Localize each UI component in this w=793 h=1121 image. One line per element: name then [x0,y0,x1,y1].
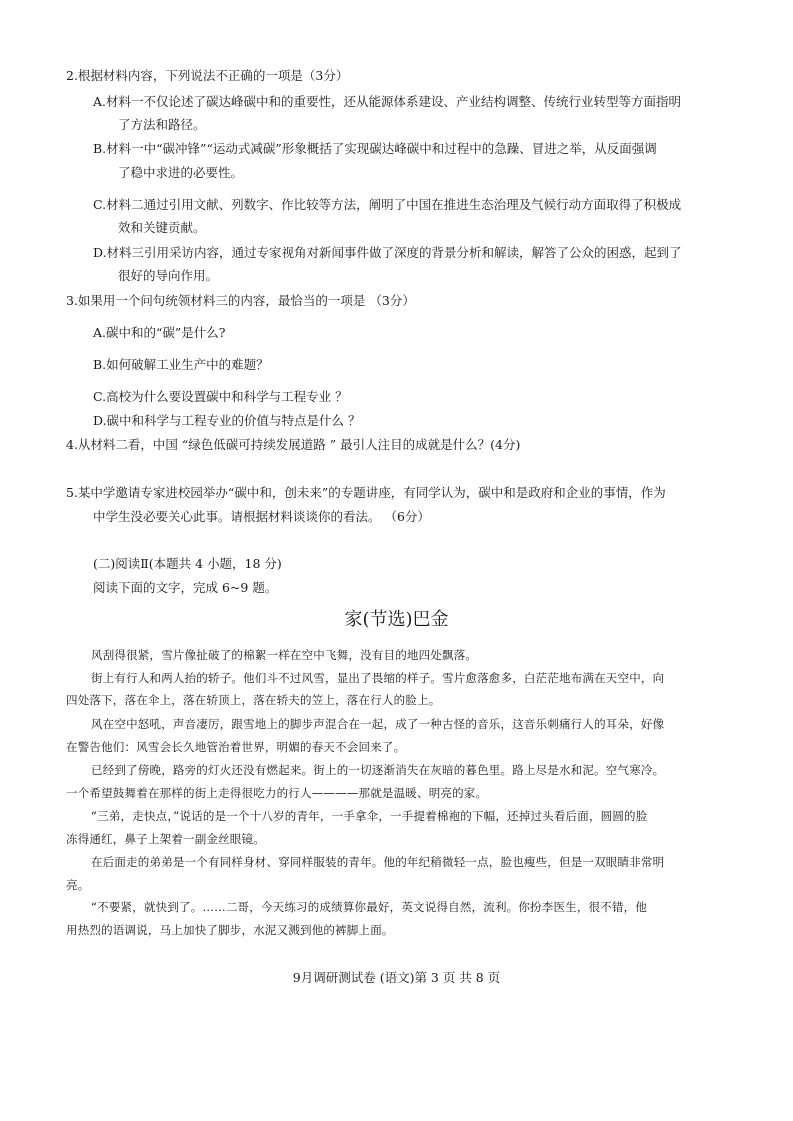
story-paragraph-cont: 一个希望鼓舞着在那样的街上走得很吃力的行人————那就是温暖、明亮的家。 [66,786,488,800]
story-paragraph: 风在空中怒吼，声音凄厉，跟雪地上的脚步声混合在一起，成了一种古怪的音乐，这音乐刺痛行人的耳朵，好像 [91,717,665,731]
q4-stem: 4.从材料二看，中国 “绿色低碳可持续发展道路 ” 最引人注目的成就是什么？(4分) [66,437,521,452]
q2-option-c: C.材料二通过引用文献、列数字、作比较等方法，阐明了中国在推进生态治理及气候行动方面取得了积极成 [93,197,682,212]
story-paragraph-cont: 亮。 [66,878,90,892]
q3-option-c: C.高校为什么要设置碳中和科学与工程专业 ？ [93,389,348,404]
q3-option-d: D.碳中和科学与工程专业的价值与特点是什么 ？ [93,413,361,428]
q5-stem-cont: 中学生没必要关心此事。请根据材料谈谈你的看法。 （6分） [93,509,430,524]
q2-stem: 2.根据材料内容，下列说法不正确的一项是（3分） [66,68,349,83]
q3-option-b: B.如何破解工业生产中的难题？ [93,357,269,372]
section-instruction: 阅读下面的文字，完成 6~9 题。 [93,580,278,595]
page-footer: 9月调研测试卷 (语文)第 3 页 共 8 页 [292,970,501,985]
q3-option-a: A.碳中和的“碳”是什么? [93,325,226,340]
q5-stem: 5.某中学邀请专家进校园举办“碳中和，创未来”的专题讲座，有同学认为，碳中和是政府和企业的事情，作为 [66,485,666,500]
story-paragraph-cont: 在警告他们：风雪会长久地管治着世界，明媚的春天不会回来了。 [66,740,406,754]
q2-option-d-cont: 很好的导向作用。 [118,268,219,283]
q2-option-b-cont: 了稳中求进的必要性。 [118,165,244,180]
story-paragraph: 在后面走的弟弟是一个有同样身材、穿同样服装的青年。他的年纪稍微轻一点，脸也瘦些，但是一双眼睛非常明 [91,855,665,869]
story-paragraph: 已经到了傍晚，路旁的灯火还没有燃起来。街上的一切逐渐消失在灰暗的暮色里。路上尽是水和泥。空气寒冷。 [91,763,665,777]
q2-option-c-cont: 效和关键贡献。 [118,220,206,235]
story-paragraph-cont: 用热烈的语调说，马上加快了脚步，水泥又溅到他的裤脚上面。 [66,923,394,937]
story-paragraph-cont: 四处落下，落在伞上，落在轿顶上，落在轿夫的笠上，落在行人的脸上。 [66,693,441,707]
q2-option-a-cont: 了方法和路径。 [118,117,206,132]
story-paragraph-cont: 冻得通红，鼻子上架着一副金丝眼镜。 [66,832,265,846]
passage-title: 家(节选)巴金 [344,609,449,630]
q2-option-d: D.材料三引用采访内容，通过专家视角对新闻事件做了深度的背景分析和解读，解答了公众的困惑，起到了 [93,245,682,260]
story-paragraph: 风刮得很紧，雪片像扯破了的棉絮一样在空中飞舞，没有目的地四处飘落。 [91,648,478,662]
story-paragraph: 街上有行人和两人抬的轿子。他们斗不过风雪，显出了畏缩的样子。雪片愈落愈多，白茫茫地布满在天空中，向 [91,671,665,685]
q2-option-a: A.材料一不仅论述了碳达峰碳中和的重要性，还从能源体系建设、产业结构调整、传统行业转型等方面指明 [93,94,682,109]
q2-option-b: B.材料一中“碳冲锋”“运动式减碳”形象概括了实现碳达峰碳中和过程中的急躁、冒进之举，从反面强调 [93,141,657,156]
story-paragraph: “三弟，走快点，”说话的是一个十八岁的青年，一手拿伞，一手提着棉袍的下幅，还掉过头看后面，圆圆的脸 [91,809,648,823]
section-heading: (二)阅读Ⅱ(本题共 4 小题，18 分) [93,556,282,571]
q3-stem: 3.如果用一个问句统领材料三的内容，最恰当的一项是 （3分） [66,293,415,308]
story-paragraph: “不要紧，就快到了。……二哥，今天练习的成绩算你最好，英文说得自然，流利。你扮李医生，很不错，他 [91,900,648,914]
